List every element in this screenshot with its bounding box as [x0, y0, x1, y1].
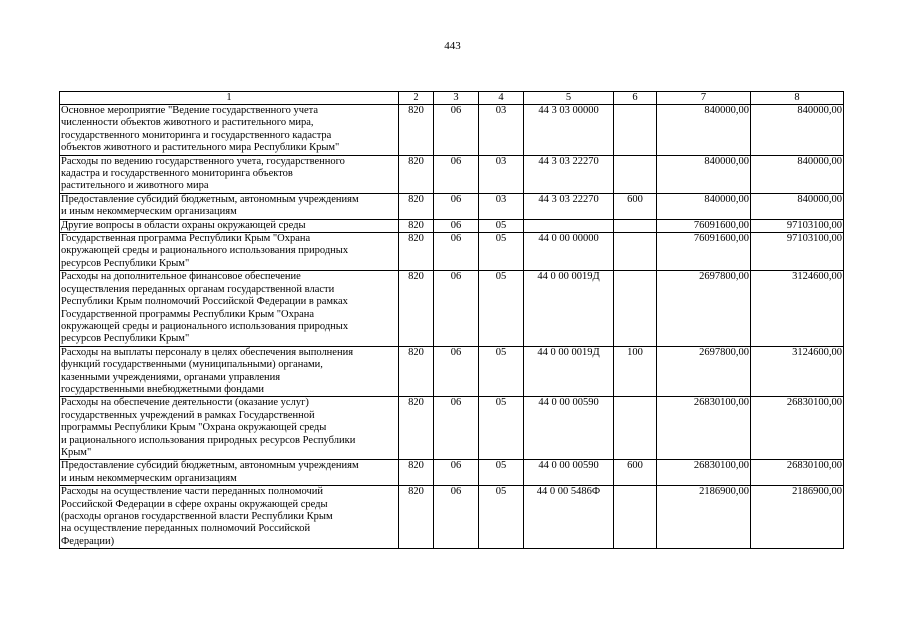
amount-year-2: 2186900,00: [751, 486, 844, 549]
section-code: 06: [434, 193, 479, 219]
expense-type-code: [614, 155, 657, 193]
table-row: [60, 155, 844, 193]
table-row: [60, 397, 844, 460]
expense-type-code: [614, 219, 657, 232]
table-row: [60, 486, 844, 549]
amount-year-1: 2186900,00: [657, 486, 751, 549]
expense-type-code: 600: [614, 193, 657, 219]
subsection-code: 05: [479, 219, 524, 232]
amount-year-2: 26830100,00: [751, 397, 844, 460]
column-header: 3: [434, 92, 479, 105]
ministry-code: 820: [399, 486, 434, 549]
target-article-code: 44 0 00 0019Д: [524, 346, 614, 397]
ministry-code: 820: [399, 105, 434, 156]
expense-name: Предоставление субсидий бюджетным, автономным учреждениям и иным некоммерческим организациям: [60, 460, 399, 486]
amount-year-1: 76091600,00: [657, 219, 751, 232]
expense-type-code: [614, 486, 657, 549]
table-row: [60, 219, 844, 232]
expense-type-code: [614, 271, 657, 346]
section-code: 06: [434, 233, 479, 271]
expense-name: Расходы на обеспечение деятельности (оказание услуг) государственных учреждений в рамках Государственной программы Республики Крым "Охрана окружающей среды и рационального использования природных ресурсов Республики Крым": [60, 397, 399, 460]
column-header: 5: [524, 92, 614, 105]
expense-name: Расходы на дополнительное финансовое обеспечение осуществления переданных органам государственной власти Республики Крым полномочий Российской Федерации в рамках Государственной программы Республики Крым "Охрана окружающей среды и рационального использования природных ресурсов Республики Крым": [60, 271, 399, 346]
expense-type-code: [614, 233, 657, 271]
target-article-code: 44 3 03 22270: [524, 155, 614, 193]
amount-year-2: 26830100,00: [751, 460, 844, 486]
section-code: 06: [434, 346, 479, 397]
column-header: 1: [60, 92, 399, 105]
expense-type-code: 600: [614, 460, 657, 486]
amount-year-1: 2697800,00: [657, 271, 751, 346]
amount-year-2: 3124600,00: [751, 271, 844, 346]
expense-type-code: 100: [614, 346, 657, 397]
amount-year-1: 2697800,00: [657, 346, 751, 397]
ministry-code: 820: [399, 233, 434, 271]
section-code: 06: [434, 219, 479, 232]
page-number: 443: [444, 40, 461, 52]
table-row: [60, 193, 844, 219]
table-row: [60, 346, 844, 397]
expense-name: Государственная программа Республики Крым "Охрана окружающей среды и рационального использования природных ресурсов Республики Крым": [60, 233, 399, 271]
amount-year-1: 840000,00: [657, 155, 751, 193]
column-header: 2: [399, 92, 434, 105]
expense-name: Расходы на выплаты персоналу в целях обеспечения выполнения функций государственными (муниципальными) органами, казенными учреждениями, органами управления государственными внебюджетными фондами: [60, 346, 399, 397]
subsection-code: 05: [479, 233, 524, 271]
ministry-code: 820: [399, 397, 434, 460]
section-code: 06: [434, 460, 479, 486]
target-article-code: 44 0 00 0019Д: [524, 271, 614, 346]
subsection-code: 03: [479, 105, 524, 156]
expense-name: Расходы на осуществление части переданных полномочий Российской Федерации в сфере охраны окружающей среды (расходы органов государственной власти Республики Крым на осуществление переданных полномочий Российской Федерации): [60, 486, 399, 549]
amount-year-2: 840000,00: [751, 155, 844, 193]
table-row: [60, 105, 844, 156]
ministry-code: 820: [399, 346, 434, 397]
subsection-code: 03: [479, 155, 524, 193]
expense-type-code: [614, 397, 657, 460]
section-code: 06: [434, 397, 479, 460]
target-article-code: 44 3 03 22270: [524, 193, 614, 219]
amount-year-2: 3124600,00: [751, 346, 844, 397]
amount-year-2: 840000,00: [751, 105, 844, 156]
subsection-code: 05: [479, 346, 524, 397]
column-header: 7: [657, 92, 751, 105]
column-header: 6: [614, 92, 657, 105]
column-header: 4: [479, 92, 524, 105]
section-code: 06: [434, 486, 479, 549]
target-article-code: [524, 219, 614, 232]
expense-name: Предоставление субсидий бюджетным, автономным учреждениям и иным некоммерческим организациям: [60, 193, 399, 219]
target-article-code: 44 0 00 00590: [524, 460, 614, 486]
section-code: 06: [434, 105, 479, 156]
target-article-code: 44 0 00 5486Ф: [524, 486, 614, 549]
target-article-code: 44 0 00 00590: [524, 397, 614, 460]
amount-year-1: 26830100,00: [657, 460, 751, 486]
amount-year-1: 840000,00: [657, 193, 751, 219]
subsection-code: 03: [479, 193, 524, 219]
ministry-code: 820: [399, 460, 434, 486]
amount-year-1: 26830100,00: [657, 397, 751, 460]
ministry-code: 820: [399, 271, 434, 346]
amount-year-2: 97103100,00: [751, 233, 844, 271]
section-code: 06: [434, 155, 479, 193]
section-code: 06: [434, 271, 479, 346]
header-row: [60, 92, 844, 105]
subsection-code: 05: [479, 271, 524, 346]
subsection-code: 05: [479, 460, 524, 486]
amount-year-2: 97103100,00: [751, 219, 844, 232]
amount-year-1: 840000,00: [657, 105, 751, 156]
subsection-code: 05: [479, 486, 524, 549]
expense-type-code: [614, 105, 657, 156]
expense-name: Основное мероприятие "Ведение государственного учета численности объектов животного и растительного мира, государственного мониторинга и государственного кадастра объектов животного и растительного мира Республики Крым": [60, 105, 399, 156]
ministry-code: 820: [399, 219, 434, 232]
column-header: 8: [751, 92, 844, 105]
budget-table: [59, 91, 844, 549]
amount-year-1: 76091600,00: [657, 233, 751, 271]
ministry-code: 820: [399, 155, 434, 193]
expense-name: Расходы по ведению государственного учета, государственного кадастра и государственного мониторинга объектов растительного и животного мира: [60, 155, 399, 193]
table-row: [60, 460, 844, 486]
table-row: [60, 233, 844, 271]
expense-name: Другие вопросы в области охраны окружающей среды: [60, 219, 399, 232]
amount-year-2: 840000,00: [751, 193, 844, 219]
table-row: [60, 271, 844, 346]
target-article-code: 44 3 03 00000: [524, 105, 614, 156]
subsection-code: 05: [479, 397, 524, 460]
ministry-code: 820: [399, 193, 434, 219]
target-article-code: 44 0 00 00000: [524, 233, 614, 271]
